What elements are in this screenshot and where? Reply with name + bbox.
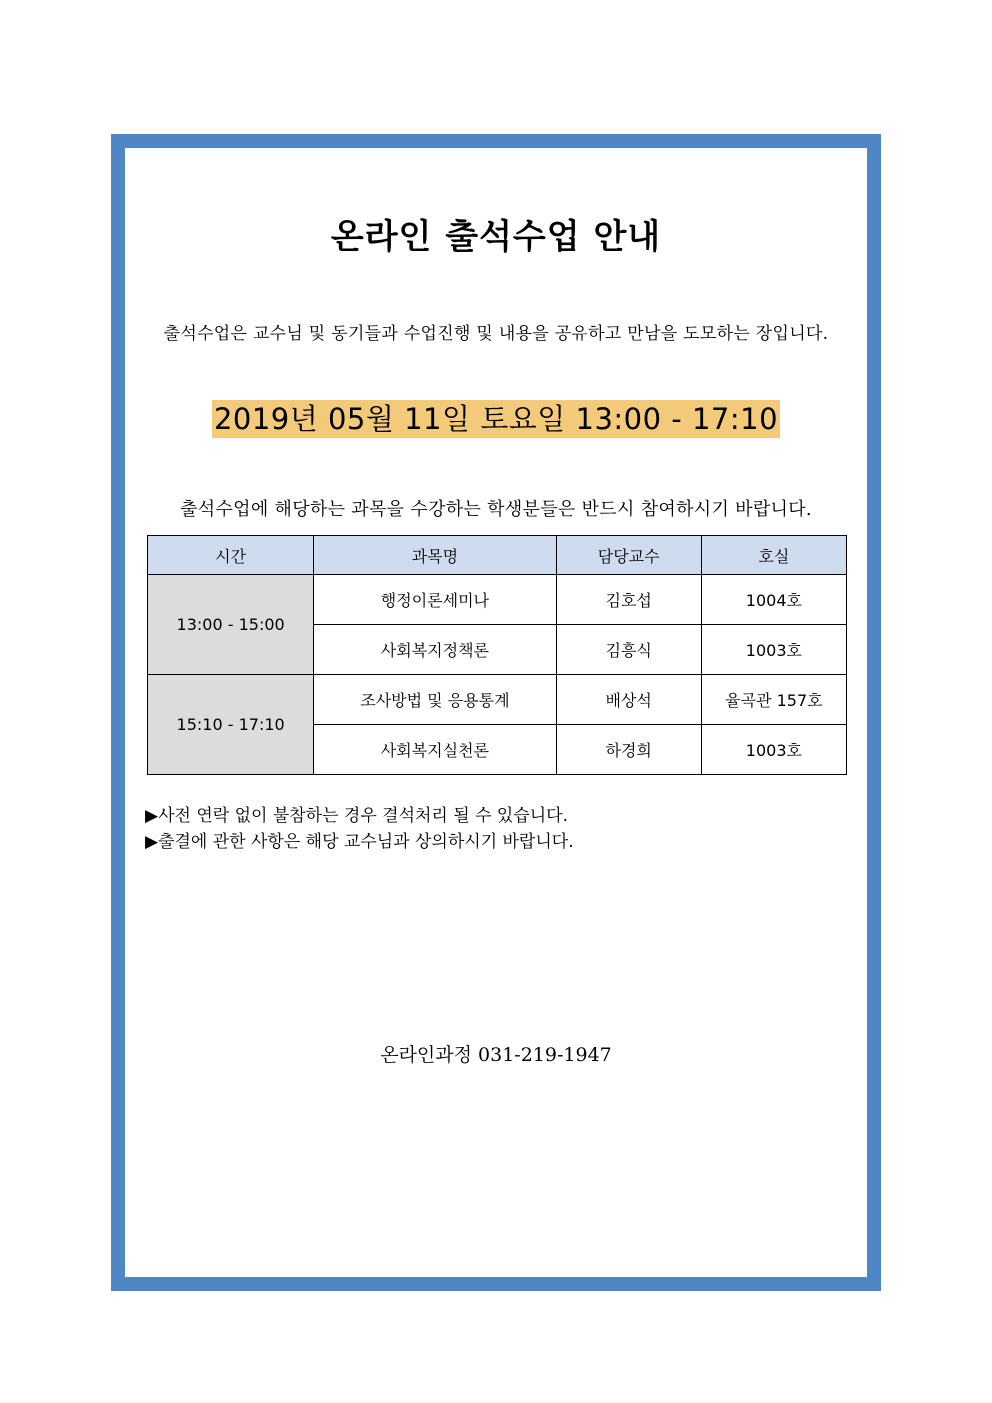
- course-cell: 행정이론세미나: [314, 575, 556, 625]
- header-professor: 담당교수: [556, 536, 701, 575]
- table-header-row: [148, 536, 847, 575]
- table-row: [148, 575, 847, 625]
- course-cell: 사회복지실천론: [314, 725, 556, 775]
- date-highlight: 2019년 05월 11일 토요일 13:00 - 17:10: [213, 402, 779, 436]
- professor-cell: 배상석: [556, 675, 701, 725]
- course-cell: 사회복지정책론: [314, 625, 556, 675]
- header-time: 시간: [148, 536, 314, 575]
- course-cell: 조사방법 및 응용통계: [314, 675, 556, 725]
- room-cell: 1003호: [701, 725, 846, 775]
- time-slot-1: 13:00 - 15:00: [148, 575, 314, 675]
- professor-cell: 김호섭: [556, 575, 701, 625]
- schedule-table: [147, 535, 847, 775]
- room-cell: 율곡관 157호: [701, 675, 846, 725]
- bullet-notes: [145, 803, 845, 855]
- page-title: 온라인 출석수업 안내: [330, 217, 662, 257]
- header-course: 과목명: [314, 536, 556, 575]
- attendance-notice: 출석수업에 해당하는 과목을 수강하는 학생분들은 반드시 참여하시기 바랍니다.: [180, 499, 812, 520]
- professor-cell: 하경희: [556, 725, 701, 775]
- intro-text: 출석수업은 교수님 및 동기들과 수업진행 및 내용을 공유하고 만남을 도모하는 장입니다.: [163, 324, 829, 344]
- time-slot-2: 15:10 - 17:10: [148, 675, 314, 775]
- room-cell: 1004호: [701, 575, 846, 625]
- date-line: [111, 400, 881, 438]
- room-cell: 1003호: [701, 625, 846, 675]
- contact-info: 온라인과정 031-219-1947: [380, 1044, 612, 1066]
- professor-cell: 김흥식: [556, 625, 701, 675]
- table-row: [148, 675, 847, 725]
- bullet-note-absence: ▶사전 연락 없이 불참하는 경우 결석처리 될 수 있습니다.: [145, 806, 568, 826]
- header-room: 호실: [701, 536, 846, 575]
- bullet-note-attendance: ▶출결에 관한 사항은 해당 교수님과 상의하시기 바랍니다.: [145, 832, 574, 852]
